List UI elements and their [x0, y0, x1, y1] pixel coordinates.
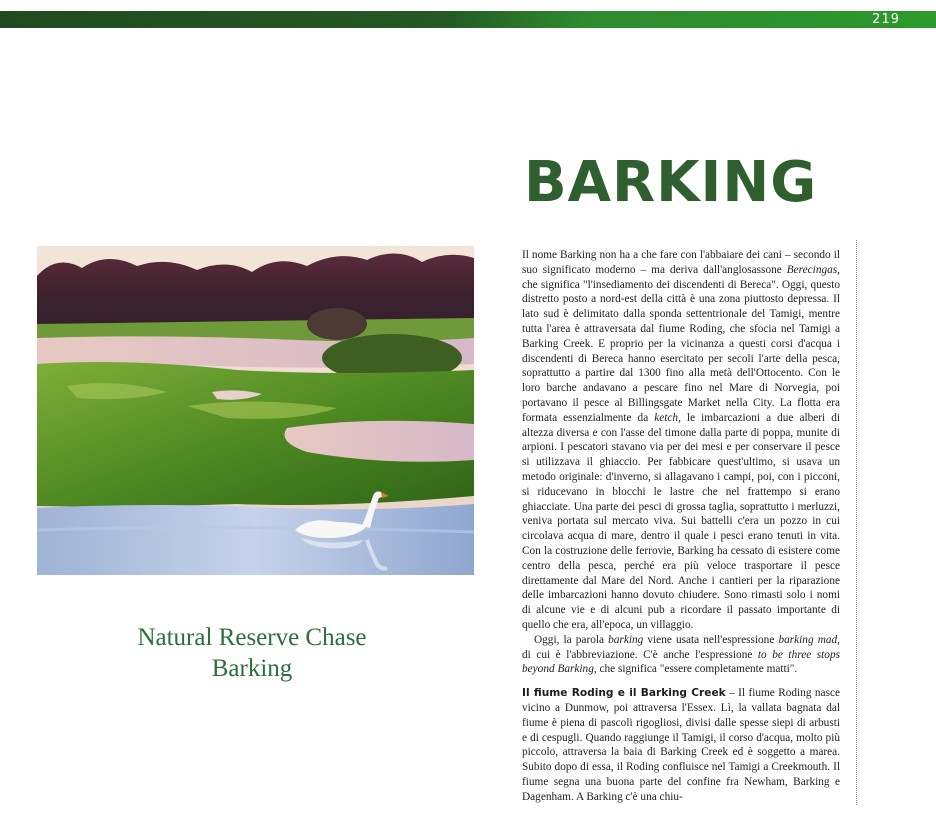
article-body [522, 248, 840, 804]
swan-wetland-photo [37, 246, 474, 575]
paragraph-expression [522, 633, 840, 677]
italic-term: barking mad [778, 633, 838, 646]
column-divider [856, 240, 857, 805]
page-title: BARKING [524, 150, 818, 215]
text-run: – Il fiume Roding nasce vicino a Dunmow, poi attraversa l'Essex. Lì, la vallata bagnata dal fiume è piena di pascoli rigogliosi, divisi dalle spesse siepi di arbusti e di cespugli. Quando raggiunge il Tamigi, il corso d'acqua, molto più piccolo, attraversa la baia di Barking Creek ed è soggetto a marea. Subito dopo di essa, il Roding confluisce nel Tamigi a Creekmouth. Il fiume segna una buona parte del confine fra Newham, Barking e Dagenham. A Barking c'è una chiu- [522, 687, 840, 803]
italic-term: Berecingas [786, 263, 838, 276]
text-run: , che significa "l'insediamento dei discendenti di Bereca". Oggi, questo distretto posto a nord-est della città è una zona piuttosto depressa. Il lato sud è delimitato dalla sponda settentrionale del Tamigi, mentre tutta l'area è attraversata dal fiume Roding, che sfocia nel Tamigi a Barking Creek. E proprio per la vicinanza a questi corsi d'acqua i discendenti di Bereca hanno esercitato per secoli l'arte della pesca, soprattutto a partire dal 1300 fino alla metà dell'Ottocento. Con le loro barche andavano a pescare fino nel Mare di Norvegia, poi portavano il pesce al Billingsgate Market nella City. La flotta era formata essenzialmente da [522, 263, 840, 424]
paragraph-roding [522, 686, 840, 804]
italic-term: to be three stops beyond Barking [522, 648, 840, 676]
text-run: viene usata nell'espressione [643, 633, 779, 646]
text-run: Oggi, la parola [534, 633, 609, 646]
italic-term: barking [608, 633, 644, 646]
paragraph-origin [522, 248, 840, 633]
caption-line-1: Natural Reserve Chase [137, 624, 367, 651]
text-run: Il nome Barking non ha a che fare con l'abbaiare dei cani – secondo il suo significato moderno – ma deriva dall'anglosassone [522, 249, 840, 276]
page-number: 219 [872, 12, 900, 27]
caption-line-2: Barking [211, 655, 293, 682]
section-heading: Il fiume Roding e il Barking Creek [522, 687, 726, 700]
text-run: le imbarcazioni a due alberi di altezza diversa e con l'asse del timone dalla parte di poppa, munite di arpioni. I pescatori stavano via per dei mesi e per conservare il pesce si utilizzava il ghiaccio. Per fabbicare quest'ultimo, si usava un metodo originale: d'inverno, si allagavano i campi, poi, con i picconi, si riducevano in blocchi le lastre che nel frattempo si erano ghiacciate. Una parte dei pesci di grossa taglia, soprattutto i merluzzi, veniva portata sul mercato viva. Sui battelli c'era un pozzo in cui circolava acqua di mare, dentro il quale i pesci erano tenuti in vita. Con la costruzione delle ferrovie, Barking ha cessato di esistere come centro della pesca, perché era più veloce trasportare il pesce direttamente dal Mare del Nord. Anche i cantieri per la riparazione delle imbarcazioni hanno dovuto chiudere. Sono rimasti solo i nomi di alcune vie e di alcuni pub a ricordare il passato importante di quello che era, all'epoca, un villaggio. [522, 411, 840, 631]
top-color-bar [0, 11, 936, 28]
text-run: , che significa "essere completamente matti". [593, 663, 798, 676]
photo-caption [37, 622, 467, 684]
italic-term: ketch, [654, 411, 681, 424]
text-run: , di cui è l'abbreviazione. C'è anche l'espressione [522, 633, 840, 661]
